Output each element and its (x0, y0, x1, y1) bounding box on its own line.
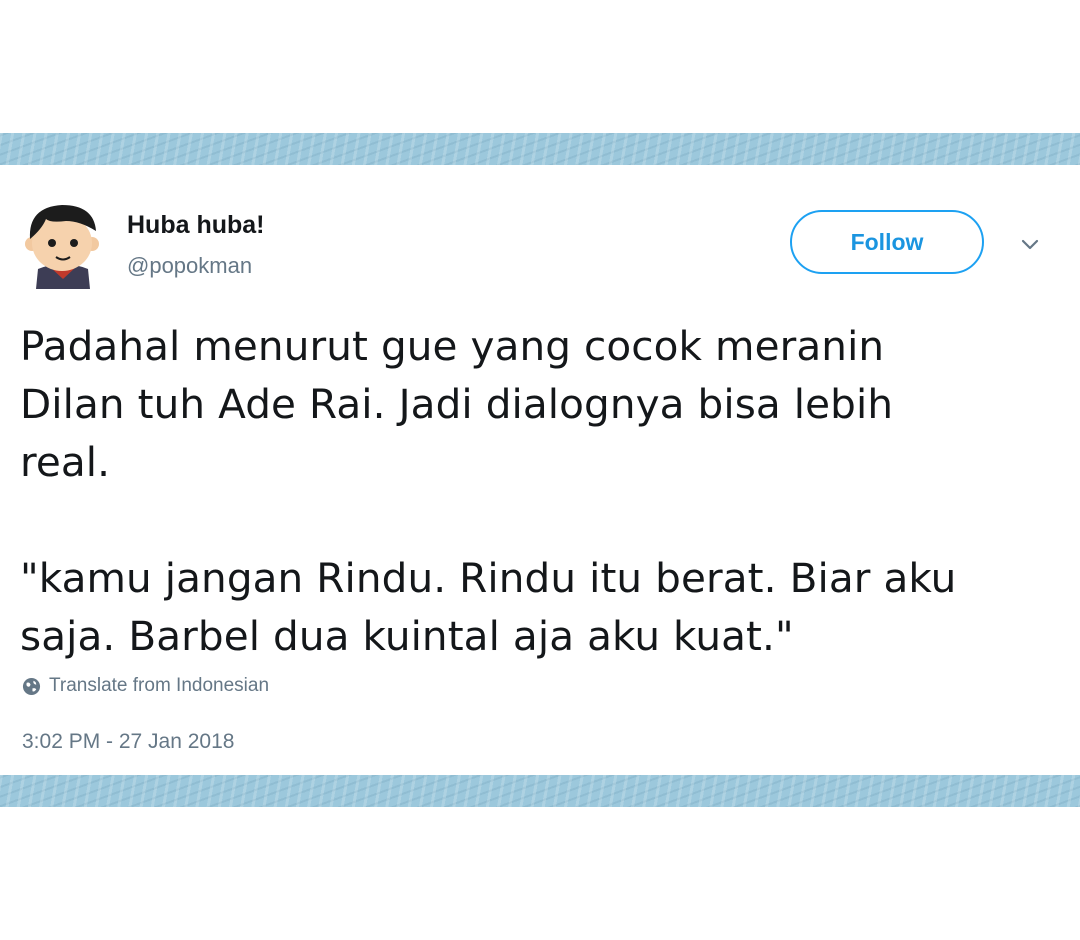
follow-button[interactable]: Follow (790, 210, 984, 274)
tweet-line: saja. Barbel dua kuintal aja aku kuat." (20, 612, 794, 660)
tweet-timestamp[interactable]: 3:02 PM - 27 Jan 2018 (22, 730, 235, 753)
translate-label: Translate from Indonesian (49, 675, 270, 696)
display-name[interactable]: Huba huba! (127, 211, 265, 239)
top-border-band (0, 133, 1080, 165)
paragraph-gap (20, 491, 1065, 549)
globe-icon (22, 677, 41, 696)
cartoon-face-avatar-icon (20, 199, 106, 289)
bottom-border-band (0, 775, 1080, 807)
more-options-button[interactable] (1018, 237, 1042, 253)
tweet-line: "kamu jangan Rindu. Rindu itu berat. Biar aku (20, 554, 957, 602)
translate-link[interactable] (22, 675, 269, 697)
avatar[interactable] (20, 199, 106, 289)
user-handle[interactable]: @popokman (127, 253, 253, 278)
chevron-down-icon (1018, 237, 1042, 253)
tweet-line: Dilan tuh Ade Rai. Jadi dialognya bisa lebih (20, 380, 894, 428)
tweet-line: Padahal menurut gue yang cocok meranin (20, 322, 885, 370)
tweet-line: real. (20, 438, 111, 486)
tweet-text (20, 317, 1065, 665)
tweet-card (0, 165, 1080, 775)
